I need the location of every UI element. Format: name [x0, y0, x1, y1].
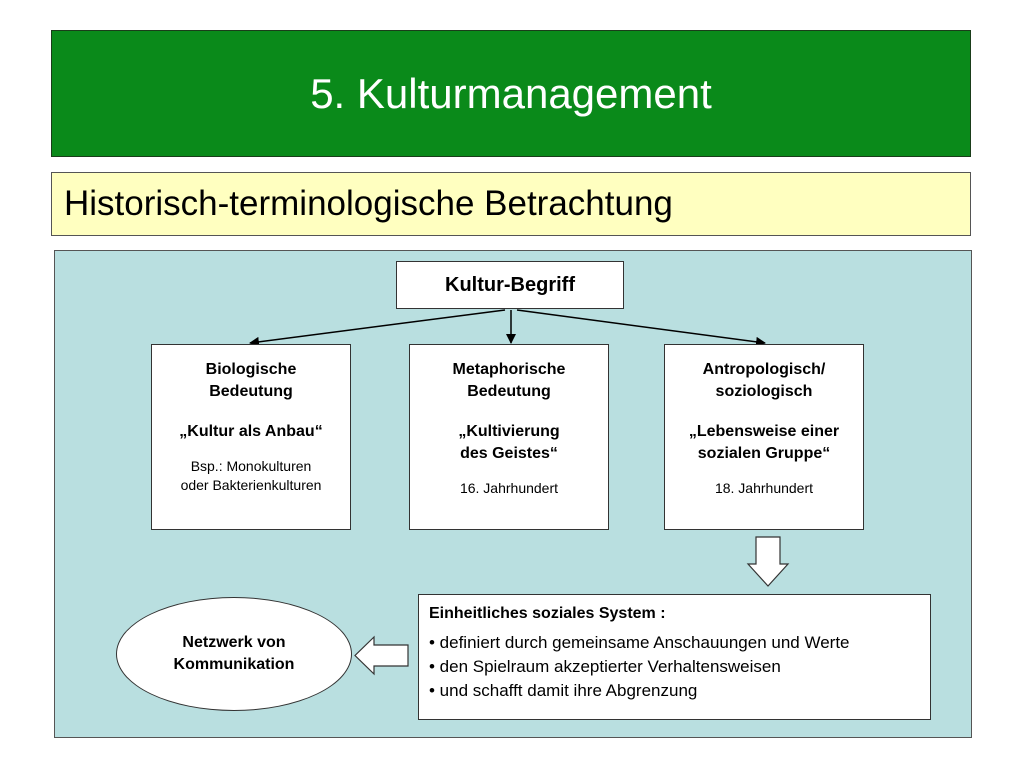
category-note: 18. Jahrhundert [714, 480, 814, 496]
social-system-heading: Einheitliches soziales System : [429, 605, 666, 622]
social-system-bullet: • definiert durch gemeinsame Anschauungen und Werte [429, 633, 850, 652]
category-quote-line-1: „Lebensweise einer [688, 423, 840, 440]
page-title: 5. Kulturmanagement [310, 69, 712, 117]
anthropological-meaning-box [664, 344, 864, 530]
kultur-begriff-label: Kultur-Begriff [445, 273, 575, 296]
connector-root-to-biological [250, 310, 505, 343]
left-block-arrow [355, 637, 408, 674]
category-heading-line-1: Metaphorische [452, 361, 566, 378]
category-note-line-2: oder Bakterienkulturen [180, 477, 322, 493]
communication-network-ellipse [116, 597, 352, 711]
connector-root-to-anthropological [517, 310, 765, 343]
social-system-bullet: • den Spielraum akzeptierter Verhaltensweisen [429, 657, 781, 676]
category-heading-line-2: soziologisch [715, 383, 813, 400]
category-note: 16. Jahrhundert [459, 480, 559, 496]
category-heading-line-1: Biologische [205, 361, 297, 378]
social-system-bullet: • und schafft damit ihre Abgrenzung [429, 681, 698, 700]
category-quote: „Kultur als Anbau“ [179, 423, 323, 440]
category-heading-line-2: Bedeutung [467, 383, 551, 400]
category-heading-line-2: Bedeutung [209, 383, 293, 400]
down-block-arrow [748, 537, 788, 586]
page-subtitle: Historisch-terminologische Betrachtung [64, 184, 673, 223]
social-system-box [418, 594, 931, 720]
network-label-line-1: Netzwerk von [182, 634, 286, 651]
category-heading-line-1: Antropologisch/ [702, 361, 826, 378]
metaphorical-meaning-box [409, 344, 609, 530]
kultur-begriff-box [396, 261, 624, 309]
biological-meaning-box [151, 344, 351, 530]
category-quote-line-2: des Geistes“ [460, 445, 558, 462]
category-quote-line-1: „Kultivierung [458, 423, 560, 440]
category-note-line-1: Bsp.: Monokulturen [190, 458, 312, 474]
category-quote-line-2: sozialen Gruppe“ [697, 445, 831, 462]
network-label-line-2: Kommunikation [173, 656, 295, 673]
